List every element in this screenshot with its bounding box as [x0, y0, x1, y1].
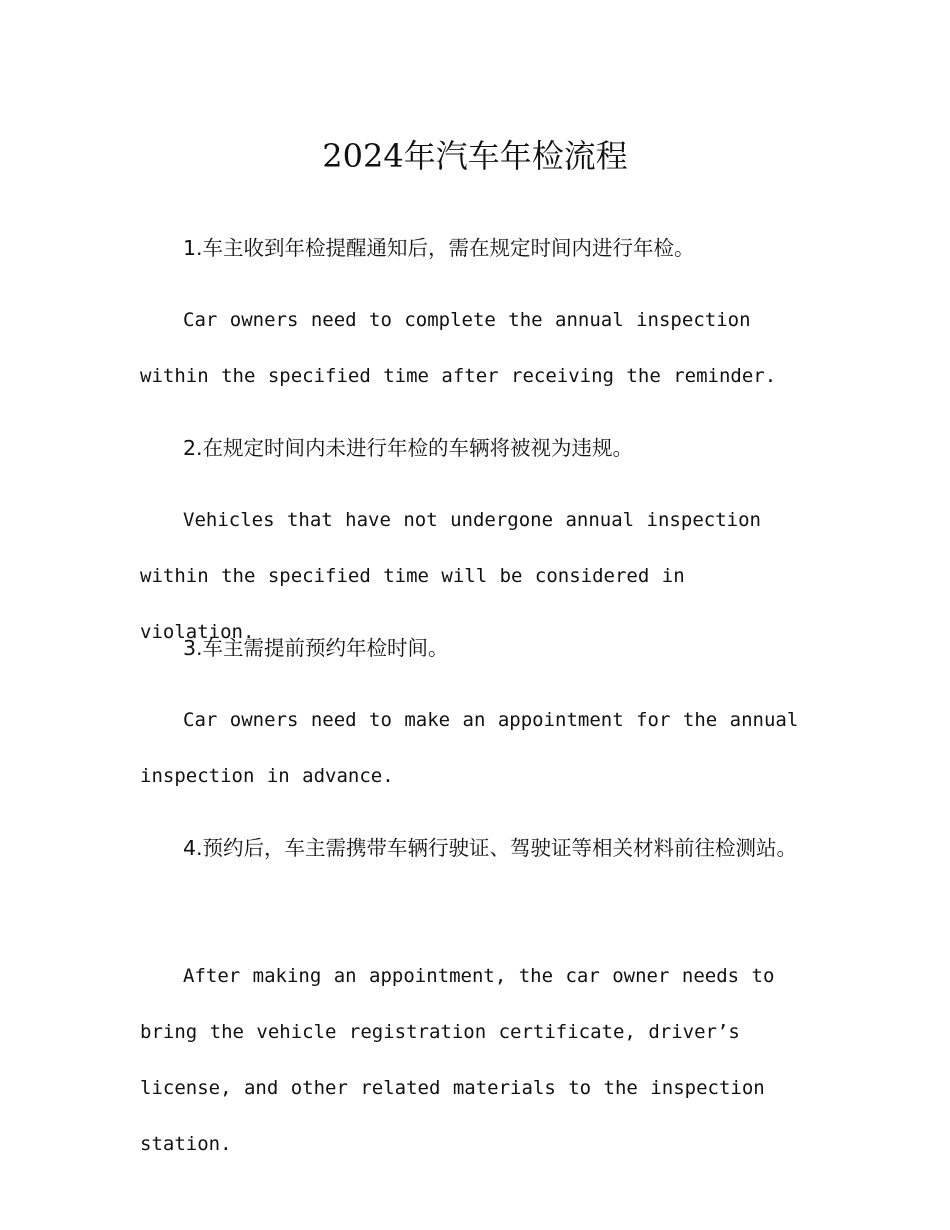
- step-4-chinese: 4.预约后，车主需携带车辆行驶证、驾驶证等相关材料前往检测站。: [183, 836, 798, 860]
- step-3-english: Car owners need to make an appointment for the annual inspection in advance.: [140, 709, 799, 787]
- step-2-english: Vehicles that have not undergone annual inspection within the specified time will be considered in violation.: [140, 509, 761, 643]
- step-2-chinese: 2.在规定时间内未进行年检的车辆将被视为违规。: [183, 436, 634, 460]
- step-3-chinese: 3.车主需提前预约年检时间。: [183, 636, 449, 660]
- document-title: 2024年汽车年检流程: [322, 137, 628, 175]
- step-4-english: After making an appointment, the car owner needs to bring the vehicle registration certificate, driver’s license, and other related materials to the inspection station.: [140, 965, 775, 1155]
- step-1-chinese: 1.车主收到年检提醒通知后，需在规定时间内进行年检。: [183, 236, 695, 260]
- step-1-english: Car owners need to complete the annual inspection within the specified time after receiving the reminder.: [140, 309, 777, 387]
